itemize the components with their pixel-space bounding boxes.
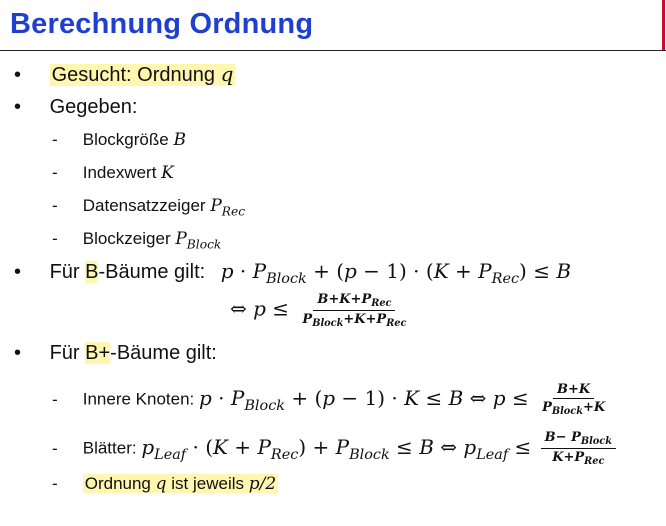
bullet-icon: • xyxy=(14,261,22,283)
bplus-order xyxy=(52,474,278,494)
bullet-bplus-tree: • Für B+-Bäume gilt: xyxy=(14,342,217,364)
leaf-formula: $p_{Leaf} \cdot (K + P_{Rec}) + P_{Block} \le B$ ⇔ $p_{Leaf}$ ≤ $\frac{B- P_{Block}}{K+P_{Rec}}$ xyxy=(141,437,619,459)
bplus-inner-nodes: - Innere Knoten: $p \cdot P_{Block} + (p - 1) \cdot K \le B$ ⇔ p ≤ $\frac{B+K}{P_{Block}+K}$ xyxy=(52,382,612,417)
page-title: Berechnung Ordnung xyxy=(10,8,314,40)
bullet-gesucht xyxy=(14,62,235,87)
inner-formula: $p \cdot P_{Block} + (p - 1) \cdot K \le B$ ⇔ p ≤ $\frac{B+K}{P_{Block}+K}$ xyxy=(199,388,612,410)
inner-fraction: $\frac{B+K}{P_{Block}+K}$ xyxy=(542,382,606,417)
bullet-icon: • xyxy=(14,342,22,364)
bullet-icon: • xyxy=(14,64,22,86)
dash-icon: - xyxy=(52,196,58,215)
title-underline xyxy=(0,50,666,51)
dash-icon: - xyxy=(52,229,58,248)
dash-icon: - xyxy=(52,163,58,182)
bullet-b-tree: • Für B-Bäume gilt: $p \cdot P_{Block} + (p - 1) \cdot (K + P_{Rec}) \le B$ xyxy=(14,259,572,288)
dash-icon: - xyxy=(52,438,58,458)
corner-accent-bar xyxy=(662,0,665,50)
bplus-leaves: - Blätter: $p_{Leaf} \cdot (K + P_{Rec}) + P_{Block} \le B$ ⇔ $p_{Leaf}$ ≤ $\frac{B- P_{Block}}{K+P_{Rec}}$ xyxy=(52,430,619,467)
dash-icon: - xyxy=(52,130,58,149)
dash-icon: - xyxy=(52,474,58,493)
bullet-gegeben: • Gegeben: xyxy=(14,96,138,118)
given-item: - Blockgröße B xyxy=(52,130,186,150)
bullet-icon: • xyxy=(14,96,22,118)
b-tree-fraction: $\frac{B+K+P_{Rec}}{P_{Block}+K+P_{Rec}}$ xyxy=(302,292,407,329)
b-tree-solution: ⇔ p ≤ $\frac{B+K+P_{Rec}}{P_{Block}+K+P_{Rec}}$ xyxy=(230,292,413,329)
gesucht-highlight: Gesucht: Ordnung q xyxy=(51,62,234,86)
order-highlight: Ordnung q ist jeweils p/2 xyxy=(84,474,277,494)
b-tree-formula: $p \cdot P_{Block} + (p - 1) \cdot (K + P_{Rec}) \le B$ xyxy=(220,259,572,288)
dash-icon: - xyxy=(52,389,58,409)
bplus-highlight: B+ xyxy=(85,342,111,364)
given-item: - Blockzeiger $P_{Block}$ xyxy=(52,229,222,252)
given-item: - Indexwert K xyxy=(52,163,174,183)
given-item: - Datensatzzeiger $P_{Rec}$ xyxy=(52,196,246,219)
b-highlight: B xyxy=(85,261,99,283)
leaf-fraction: $\frac{B- P_{Block}}{K+P_{Rec}}$ xyxy=(541,430,616,467)
